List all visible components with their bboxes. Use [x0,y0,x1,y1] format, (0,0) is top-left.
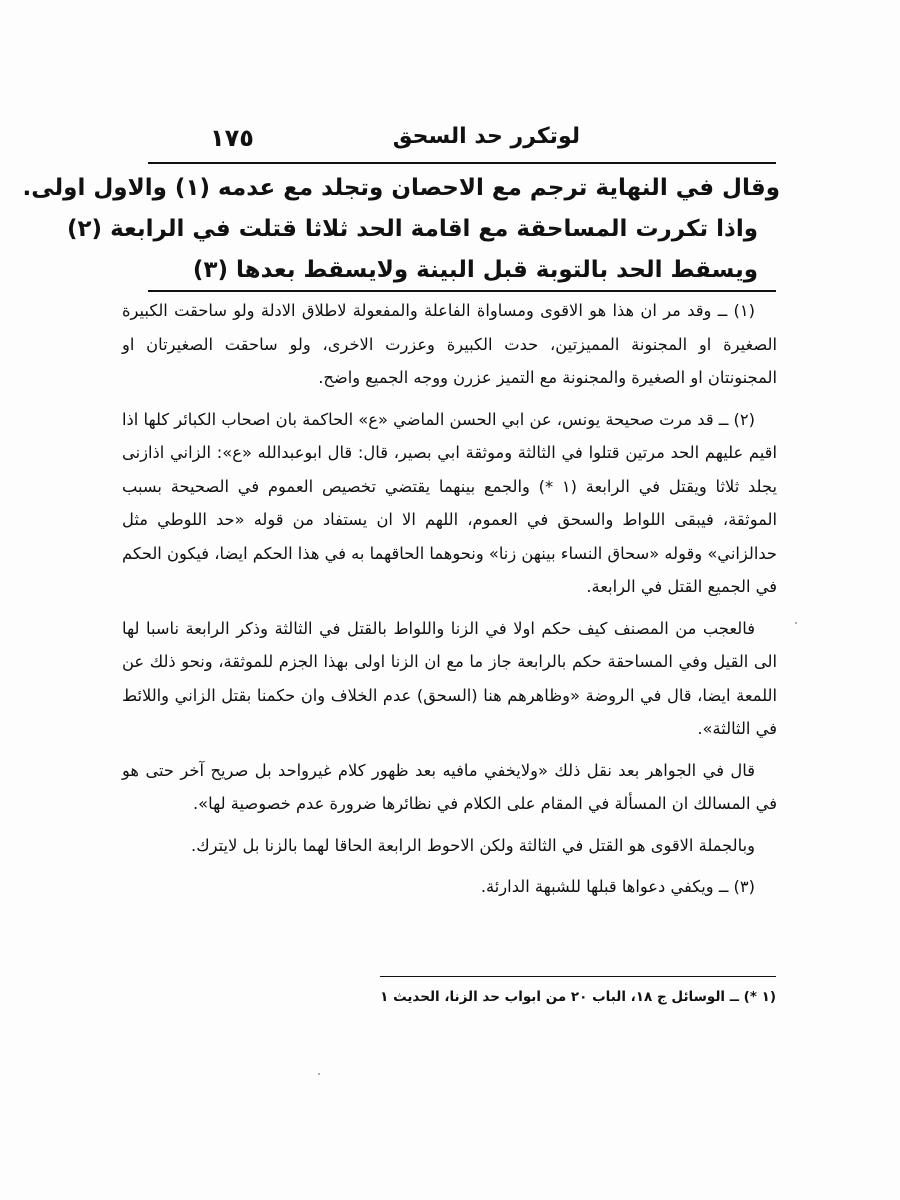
running-title: لوتكرر حد السحق [392,124,580,149]
header-rule [148,162,776,164]
commentary-notes [122,294,777,904]
note-2: (٢) ــ قد مرت صحيحة يونس، عن ابي الحسن الماضي «ع» الحاكمة بان اصحاب الكبائر كلها اذا اقيم عليهم الحد مرتين قتلوا في الثالثة وموثقة ابي بصير، قال: قال ابوعبدالله «ع»: الزاني اذازنى يجلد ثلاثا ويقتل في الرابعة (١ *) والجمع بينهما يقتضي تخصيص العموم في الصحيحة بسبب الموثقة، فيبقى اللواط والسحق في العموم، اللهم الا ان يستفاد من قوله «حد اللوطي مثل حدالزاني» وقوله «سحاق النساء بينهن زنا» ونحوهما الحاقهما به في هذا الحكم ايضا، فيكون الحكم في الجميع القتل في الرابعة. [122,409,777,596]
scan-speck [318,1073,320,1075]
notes-separator [148,290,776,292]
page-number: ١٧٥ [210,124,254,152]
note-paragraph: فالعجب من المصنف كيف حكم اولا في الزنا واللواط بالقتل في الثالثة وذكر الرابعة ناسبا لها الى القيل وفي المساحقة حكم بالرابعة جاز ما مع ان الزنا اولى بهذا الجزم للموثقة، ونحو ذلك عن اللمعة ايضا، قال في الروضة «وظاهرهم هنا (السحق) عدم الخلاف وان حكمنا بقتل الزاني واللائط في الثالثة». [122,618,777,738]
main-text-line: واذا تكررت المساحقة مع اقامة الحد ثلاثا قتلت في الرابعة (٢) [66,216,758,242]
main-text [22,168,780,291]
note-paragraph: قال في الجواهر بعد نقل ذلك «ولايخفي مافيه بعد ظهور كلام غيرواحد بل صريح آخر حتى هو في المسالك ان المسألة في المقام على الكلام في نظائرها ضرورة عدم خصوصية لها». [122,760,777,813]
note-3: (٣) ــ ويكفي دعواها قبلها للشبهة الدارئة. [480,877,755,896]
note-paragraph: وبالجملة الاقوى هو القتل في الثالثة ولكن الاحوط الرابعة الحاقا لهما بالزنا بل لايترك. [191,835,755,855]
footnote: (١ *) ــ الوسائل ج ١٨، الباب ٢٠ من ابواب حد الزنا، الحديث ١ [380,989,776,1005]
scan-speck [795,622,797,624]
main-text-line: ويسقط الحد بالتوبة قبل البينة ولايسقط بعدها (٣) [192,257,758,283]
running-header [140,120,770,160]
footnote-rule [380,976,776,977]
main-text-line: وقال في النهاية ترجم مع الاحصان وتجلد مع عدمه (١) والاول اولى. [22,175,780,201]
note-1: (١) ــ وقد مر ان هذا هو الاقوى ومساواة الفاعلة والمفعولة لاطلاق الادلة ولو ساحقت الكبيرة الصغيرة او المجنونة المميزتين، حدت الكبيرة وعزرت الاخرى، ولو ساحقت الصغيرتان او المجنونتان او الصغيرة والمجنونة مع التميز عزرن ووجه الجميع واضح. [122,301,777,387]
